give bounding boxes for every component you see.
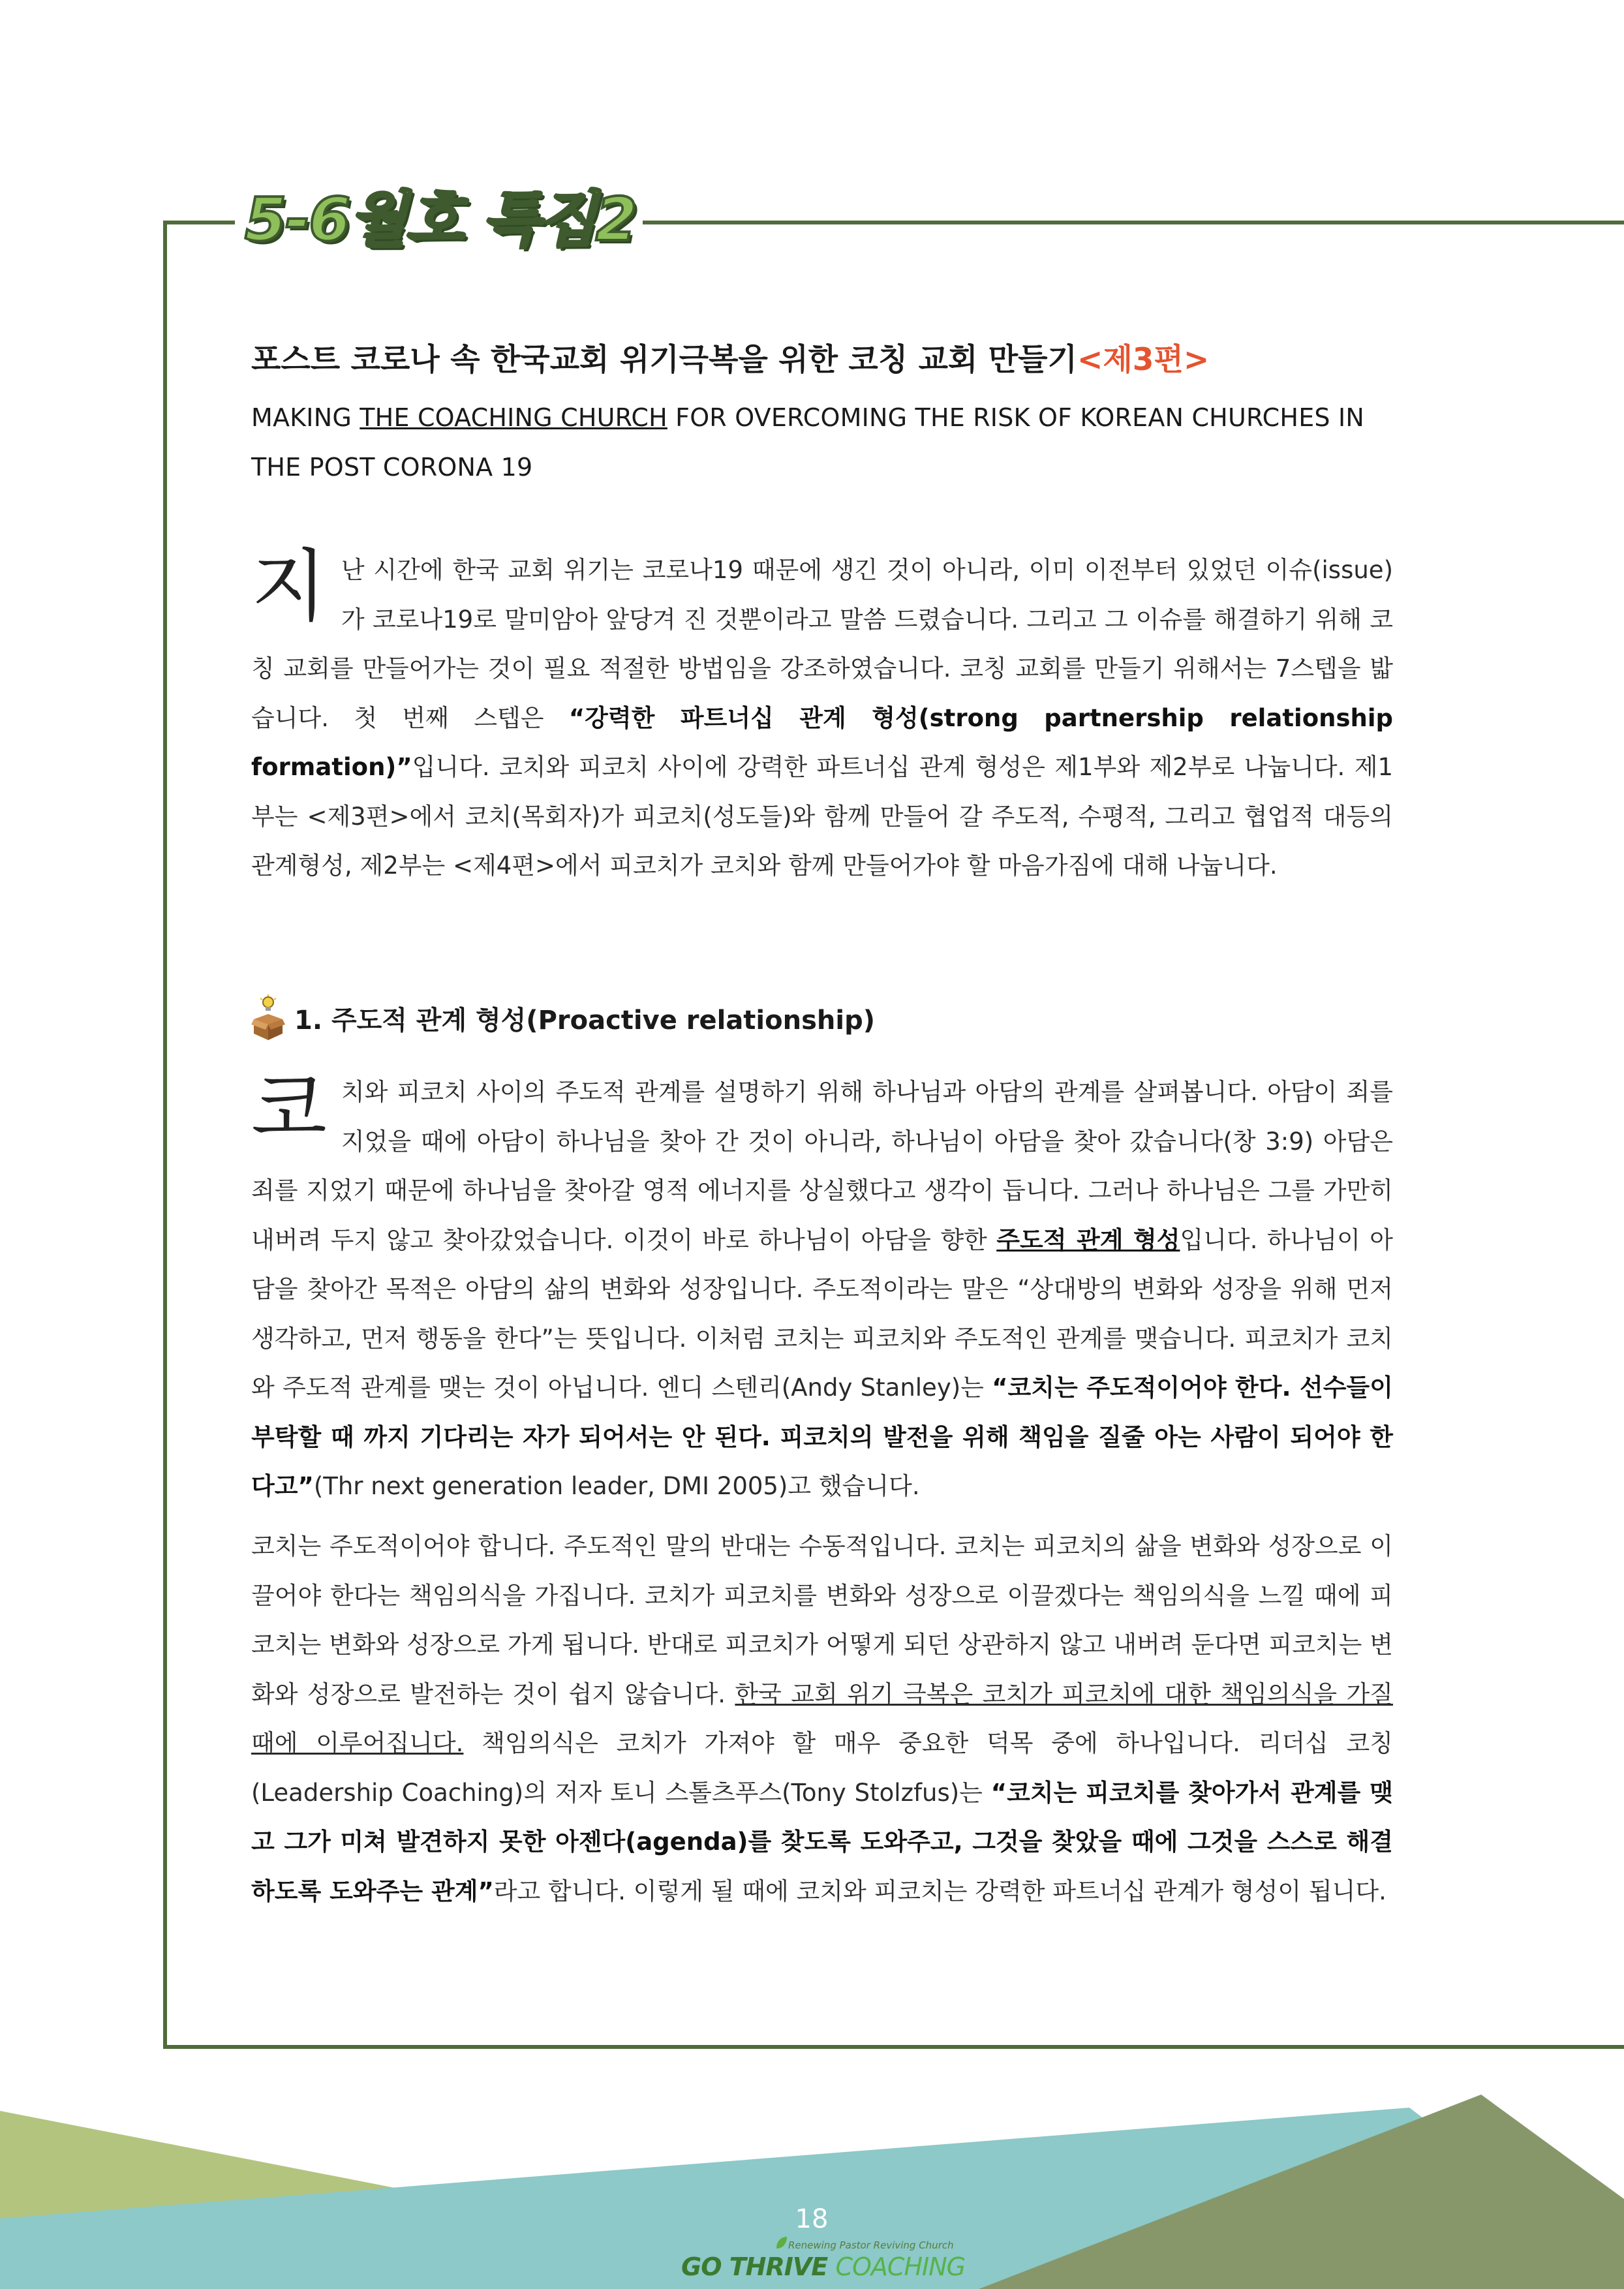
p2-text-c: 라고 합니다. 이렇게 될 때에 코치와 피코치는 강력한 파트너십 관계가 형성이 됩니다. — [493, 1877, 1387, 1905]
issue-title: 5-6월호 특집2 — [245, 185, 636, 254]
intro-paragraph — [251, 542, 1393, 891]
logo-tagline: Renewing Pastor Reviving Church — [788, 2239, 954, 2251]
lightbulb-box-icon — [251, 994, 285, 1041]
frame-top-right — [643, 221, 1624, 224]
p2-underline: 한국 교회 위기 극복은 코치가 피코치에 대한 책임의식을 가질 때에 이루어집니다. — [251, 1680, 1393, 1757]
intro-text-a: 난 시간에 한국 교회 위기는 코로나19 때문에 생긴 것이 아니라, 이미 이전부터 있었던 이슈(issue)가 코로나19로 말미암아 앞당겨 진 것뿐이라고 말씀 드렸습니다. 그리고 그 이슈를 해결하기 위해 코칭 교회를 만들어가는 것이 필요 적절한 방법임을 강조하였습니다. 코칭 교회를 만들기 위해서는 7스텝을 밟습니다. 첫 번째 스텝은 — [251, 556, 1393, 732]
section1-paragraph-2 — [251, 1522, 1393, 1916]
logo-thrive: THRIVE — [729, 2252, 828, 2281]
logo-coaching: COACHING — [835, 2252, 966, 2281]
section1-paragraph-1 — [251, 1064, 1393, 1511]
article-title-accent: <제3편> — [1077, 342, 1210, 378]
p2-text-a: 코치는 주도적이어야 합니다. 주도적인 말의 반대는 수동적입니다. 코치는 피코치의 삶을 변화와 성장으로 이끌어야 한다는 책임의식을 가집니다. 코치가 피코치를 변화와 성장으로 이끌겠다는 책임의식을 느낄 때에 피코치는 변화와 성장으로 가게 됩니다. 반대로 피코치가 어떻게 되던 상관하지 않고 내버려 둔다면 피코치는 변화와 성장으로 발전하는 것이 쉽지 않습니다. — [251, 1532, 1393, 1708]
subtitle-pre: MAKING — [251, 403, 360, 432]
section-heading — [251, 985, 1393, 1051]
intro-dropcap: 지 — [251, 542, 327, 632]
p2-bold-quote: “코치는 피코치를 찾아가서 관계를 맺고 그가 미쳐 발견하지 못한 아젠다(agenda)를 찾도록 도와주고, 그것을 찾았을 때에 그것을 스스로 해결하도록 도와주는 관계” — [251, 1778, 1393, 1905]
intro-bold: “강력한 파트너십 관계 형성(strong partnership relationship formation)” — [251, 703, 1393, 781]
subtitle-post: FOR OVERCOMING THE RISK OF KOREAN CHURCHES IN THE POST CORONA 19 — [251, 403, 1365, 482]
article-title-main: 포스트 코로나 속 한국교회 위기극복을 위한 코칭 교회 만들기 — [251, 342, 1077, 378]
section1-dropcap: 코 — [251, 1064, 327, 1154]
subtitle-underlined: THE COACHING CHURCH — [360, 403, 667, 432]
page-number: 18 — [795, 2204, 829, 2234]
frame-top-left — [163, 221, 235, 224]
article-title — [251, 334, 1393, 386]
p1-text-b: 입니다. 하나님이 아담을 찾아간 목적은 아담의 삶의 변화와 성장입니다. 주도적이라는 말은 “상대방의 변화와 성장을 위해 먼저 생각하고, 먼저 행동을 한다”는 뜻입니다. 이처럼 코치는 피코치와 주도적인 관계를 맺습니다. 피코치가 코치와 주도적 관계를 맺는 것이 아닙니다. 엔디 스텐리(Andy Stanley)는 — [251, 1225, 1393, 1402]
leaf-icon — [775, 2235, 788, 2250]
logo-go: GO — [681, 2252, 722, 2281]
p1-text-a: 치와 피코치 사이의 주도적 관계를 설명하기 위해 하나님과 아담의 관계를 살펴봅니다. 아담이 죄를 지었을 때에 아담이 하나님을 찾아 간 것이 아니라, 하나님이 아담을 찾아 갔습니다(창 3:9) 아담은 죄를 지었기 때문에 하나님을 찾아갈 영적 에너지를 상실했다고 생각이 듭니다. 그러나 하나님은 그를 가만히 내버려 두지 않고 찾아갔었습니다. 이것이 바로 하나님이 아담을 향한 — [251, 1078, 1393, 1254]
section-heading-text: 1. 주도적 관계 형성(Proactive relationship) — [294, 1005, 876, 1036]
p1-text-c: (Thr next generation leader, DMI 2005)고 했습니다. — [313, 1472, 920, 1500]
p1-bold-underline: 주도적 관계 형성 — [996, 1225, 1180, 1254]
article-subtitle — [251, 393, 1393, 492]
logo — [681, 2252, 965, 2281]
p2-text-b: 책임의식은 코치가 가져야 할 매우 중요한 덕목 중에 하나입니다. 리더십 코칭(Leadership Coaching)의 저자 토니 스톨츠푸스(Tony Stolzfus)는 — [251, 1729, 1393, 1807]
intro-text-b: 입니다. 코치와 피코치 사이에 강력한 파트너십 관계 형성은 제1부와 제2부로 나눕니다. 제1부는 <제3편>에서 코치(목회자)가 피코치(성도들)와 함께 만들어 갈 주도적, 수평적, 그리고 협업적 대등의 관계형성, 제2부는 <제4편>에서 피코치가 코치와 함께 만들어가야 할 마음가짐에 대해 나눕니다. — [251, 753, 1393, 880]
p1-bold-quote: “코치는 주도적이어야 한다. 선수들이 부탁할 때 까지 기다리는 자가 되어서는 안 된다. 피코치의 발전을 위해 책임을 질줄 아는 사람이 되어야 한다고” — [251, 1374, 1393, 1500]
